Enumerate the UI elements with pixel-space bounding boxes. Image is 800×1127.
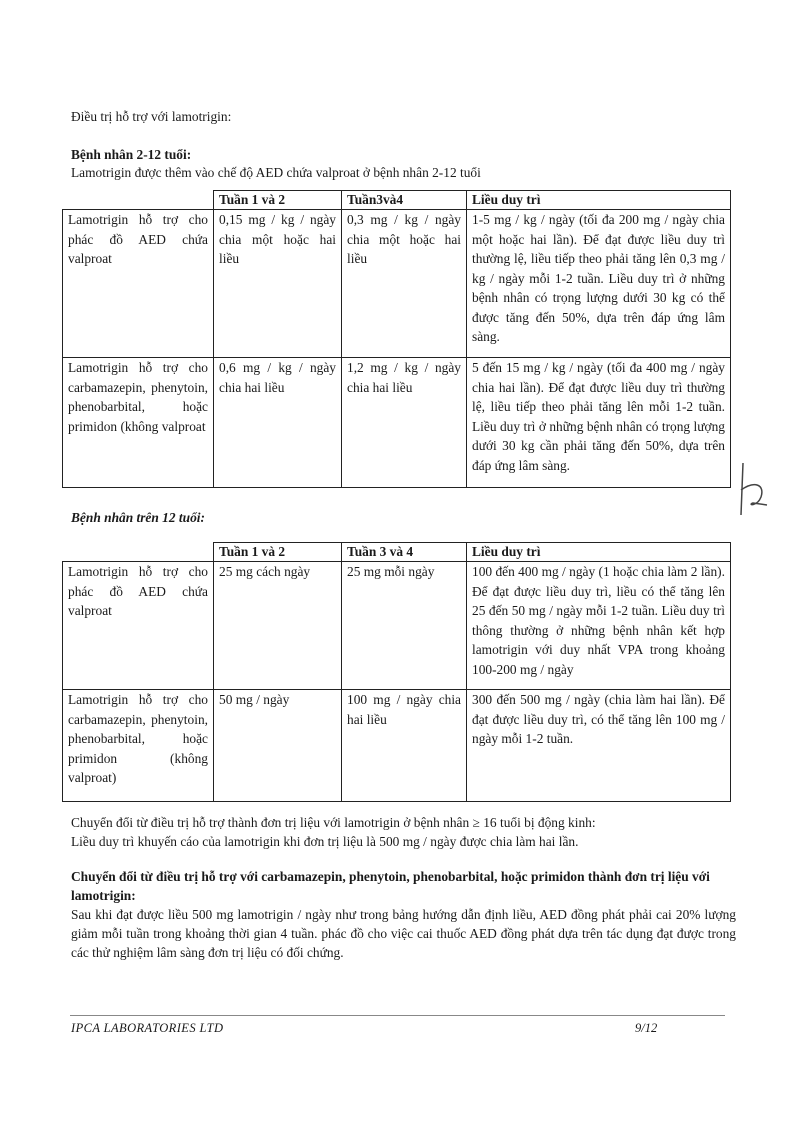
maintenance-dose: 100 đến 400 mg / ngày (1 hoặc chia làm 2 lần). Để đạt được liều duy trì, liều có thể tăng lên 25 đến 50 mg / ngày mỗi 1-2 tuần. Liều duy trì thông thường ở những bệnh nhân kết hợp lamotrigin với duy nhất VPA trong khoảng 100-200 mg / ngày xyxy=(467,562,731,690)
week-3-4-dose: 1,2 mg / kg / ngày chia hai liều xyxy=(342,358,467,488)
footer-company: IPCA LABORATORIES LTD xyxy=(71,1021,224,1035)
conversion-line-2: Liều duy trì khuyến cáo của lamotrigin khi đơn trị liệu là 500 mg / ngày được chia làm hai lần. xyxy=(71,834,579,849)
header-week-1-2: Tuần 1 và 2 xyxy=(214,191,342,210)
header-empty-cell xyxy=(63,191,214,210)
week-1-2-dose: 0,6 mg / kg / ngày chia hai liều xyxy=(214,358,342,488)
footer-page-number: 9/12 xyxy=(635,1021,658,1035)
section1-title: Bệnh nhân 2-12 tuổi: xyxy=(71,147,192,162)
header-week-3-4: Tuần3và4 xyxy=(342,191,467,210)
week-3-4-dose: 0,3 mg / kg / ngày chia một hoặc hai liều xyxy=(342,210,467,358)
header-maintenance: Liều duy trì xyxy=(467,191,731,210)
row-label: Lamotrigin hỗ trợ cho phác đồ AED chứa valproat xyxy=(63,562,214,690)
section1-subtitle: Lamotrigin được thêm vào chế độ AED chứa valproat ở bệnh nhân 2-12 tuổi xyxy=(71,165,481,180)
handwritten-mark-icon xyxy=(735,455,775,525)
row-label: Lamotrigin hỗ trợ cho carbamazepin, phenytoin, phenobarbital, hoặc primidon (không valproat) xyxy=(63,690,214,802)
week-1-2-dose: 50 mg / ngày xyxy=(214,690,342,802)
row-label: Lamotrigin hỗ trợ cho carbamazepin, phenytoin, phenobarbital, hoặc primidon (không valproat xyxy=(63,358,214,488)
week-1-2-dose: 0,15 mg / kg / ngày chia một hoặc hai liều xyxy=(214,210,342,358)
table-row xyxy=(63,358,731,488)
dosing-table-over-12 xyxy=(62,542,731,802)
week-3-4-dose: 100 mg / ngày chia hai liều xyxy=(342,690,467,802)
header-maintenance: Liều duy trì xyxy=(467,543,731,562)
table-row xyxy=(63,562,731,690)
week-1-2-dose: 25 mg cách ngày xyxy=(214,562,342,690)
conversion-line-1: Chuyển đổi từ điều trị hỗ trợ thành đơn trị liệu với lamotrigin ở bệnh nhân ≥ 16 tuổi bị động kinh: xyxy=(71,815,596,830)
table-header-row xyxy=(63,543,731,562)
section2-title: Bệnh nhân trên 12 tuổi: xyxy=(71,510,205,525)
maintenance-dose: 300 đến 500 mg / ngày (chia làm hai lần). Để đạt được liều duy trì, có thể tăng lên 100 mg / ngày mỗi 1-2 tuần. xyxy=(467,690,731,802)
maintenance-dose: 1-5 mg / kg / ngày (tối đa 200 mg / ngày chia một hoặc hai lần). Để đạt được liều duy trì thường lệ, liều tiếp theo phải tăng lên 0,3 mg / kg / ngày mỗi 1-2 tuần. Liều duy trì ở những bệnh nhân có trọng lượng dưới 30 kg có thể được tăng đến 50%, dựa trên đáp ứng lâm sàng. xyxy=(467,210,731,358)
conversion2-body: Sau khi đạt được liều 500 mg lamotrigin / ngày như trong bảng hướng dẫn định liều, AED đồng phát phải cai 20% lượng giảm mỗi tuần trong khoảng thời gian 4 tuần. phác đồ cho việc cai thuốc AED đồng phát dựa trên tác dụng đạt được trong các thử nghiệm lâm sàng đơn trị liệu có đối chứng. xyxy=(71,907,736,960)
dosing-table-2-12 xyxy=(62,190,731,488)
row-label: Lamotrigin hỗ trợ cho phác đồ AED chứa valproat xyxy=(63,210,214,358)
conversion2-title: Chuyển đổi từ điều trị hỗ trợ với carbamazepin, phenytoin, phenobarbital, hoặc primidon thành đơn trị liệu với lamotrigin: xyxy=(71,869,710,903)
table-row xyxy=(63,210,731,358)
table-row xyxy=(63,690,731,802)
intro-heading: Điều trị hỗ trợ với lamotrigin: xyxy=(71,109,232,124)
header-week-3-4: Tuần 3 và 4 xyxy=(342,543,467,562)
maintenance-dose: 5 đến 15 mg / kg / ngày (tối đa 400 mg / ngày chia hai lần). Để đạt được liều duy trì thường lệ, liều tiếp theo phải tăng lên mỗi 1-2 tuần. Liều duy trì ở những bệnh nhân có trọng lượng dưới 30 kg cần phải tăng đến 50%, dựa trên đáp ứng lâm sàng. xyxy=(467,358,731,488)
header-empty-cell xyxy=(63,543,214,562)
header-week-1-2: Tuần 1 và 2 xyxy=(214,543,342,562)
week-3-4-dose: 25 mg mỗi ngày xyxy=(342,562,467,690)
table-header-row xyxy=(63,191,731,210)
footer-divider xyxy=(70,1015,725,1016)
